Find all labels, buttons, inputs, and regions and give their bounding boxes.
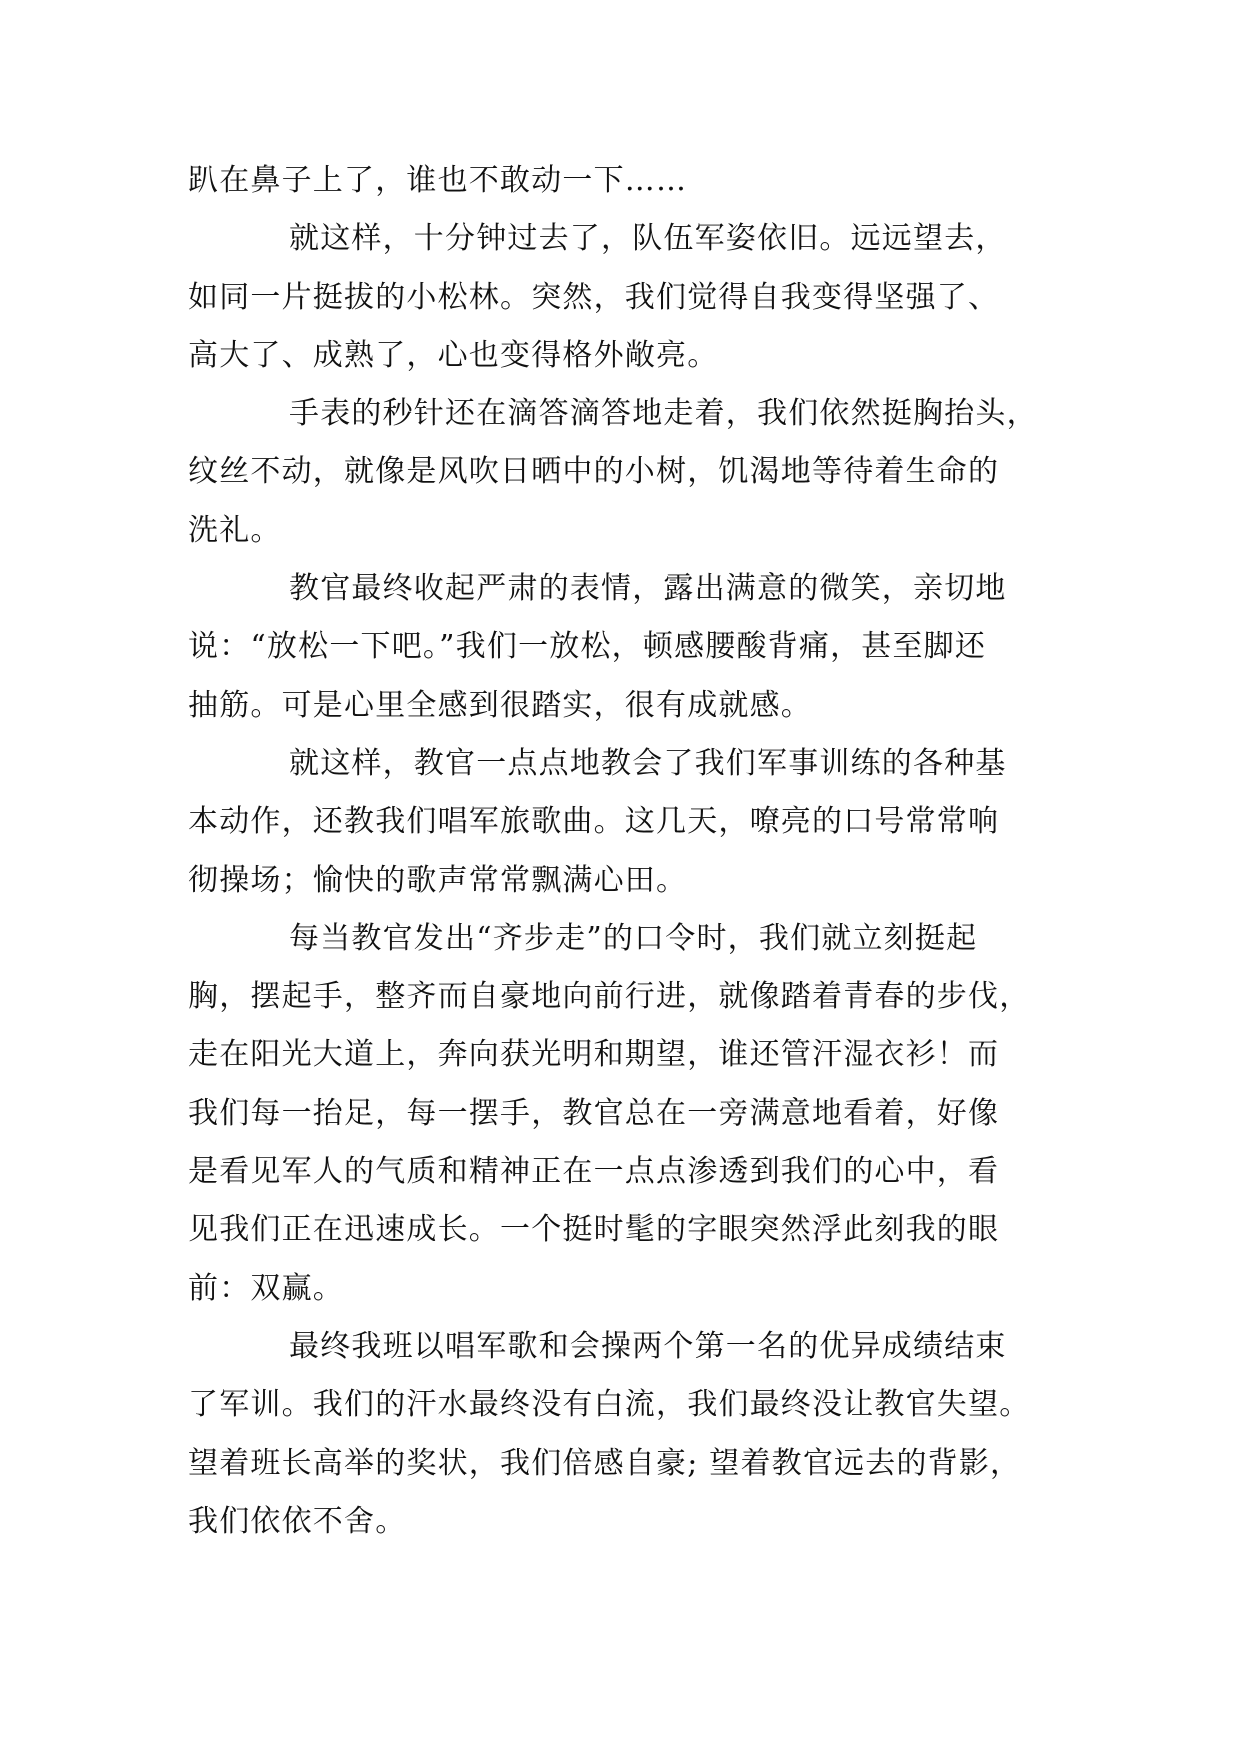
paragraph bbox=[188, 1318, 1058, 1551]
text-line: 是看见军人的气质和精神正在一点点渗透到我们的心中，看 bbox=[188, 1154, 1000, 1190]
text-line: 每当教官发出“齐步走”的口令时，我们就立刻挺起 bbox=[289, 920, 978, 956]
text-line: 手表的秒针还在滴答滴答地走着，我们依然挺胸抬头， bbox=[289, 396, 1038, 432]
text-line: 趴在鼻子上了，谁也不敢动一下…… bbox=[188, 163, 688, 198]
text-line: 最终我班以唱军歌和会操两个第一名的优异成绩结束 bbox=[289, 1328, 1007, 1364]
text-line: 见我们正在迅速成长。一个挺时髦的字眼突然浮此刻我的眼 bbox=[188, 1212, 1000, 1248]
paragraph bbox=[188, 735, 1058, 910]
text-line: 洗礼。 bbox=[188, 512, 282, 548]
text-line: 我们依依不舍。 bbox=[188, 1503, 407, 1539]
paragraph bbox=[188, 385, 1058, 560]
text-line: 纹丝不动，就像是风吹日晒中的小树，饥渴地等待着生命的 bbox=[188, 454, 1000, 490]
text-line: 走在阳光大道上，奔向获光明和期望，谁还管汗湿衣衫！而 bbox=[188, 1037, 1000, 1073]
paragraph bbox=[188, 210, 1058, 385]
text-line: 彻操场；愉快的歌声常常飘满心田。 bbox=[188, 862, 688, 898]
text-line: 抽筋。可是心里全感到很踏实，很有成就感。 bbox=[188, 687, 812, 723]
text-line: 教官最终收起严肃的表情，露出满意的微笑，亲切地 bbox=[289, 571, 1007, 607]
paragraph bbox=[188, 910, 1058, 1318]
text-line: 如同一片挺拔的小松林。突然，我们觉得自我变得坚强了、 bbox=[188, 279, 1000, 315]
paragraph bbox=[188, 560, 1058, 735]
text-line: 前：双赢。 bbox=[188, 1270, 344, 1306]
text-line: 了军训。我们的汗水最终没有白流，我们最终没让教官失望。 bbox=[188, 1387, 1031, 1423]
text-line: 就这样，十分钟过去了，队伍军姿依旧。远远望去， bbox=[289, 221, 1007, 257]
text-line: 我们每一抬足，每一摆手，教官总在一旁满意地看着，好像 bbox=[188, 1095, 1000, 1131]
text-line: 说：“放松一下吧。”我们一放松，顿感腰酸背痛，甚至脚还 bbox=[188, 629, 987, 665]
paragraph bbox=[188, 152, 1058, 210]
text-line: 望着班长高举的奖状，我们倍感自豪; 望着教官远去的背影， bbox=[188, 1445, 1022, 1481]
document-body bbox=[188, 152, 1058, 1551]
text-line: 胸，摆起手，整齐而自豪地向前行进，就像踏着青春的步伐， bbox=[188, 979, 1031, 1015]
text-line: 本动作，还教我们唱军旅歌曲。这几天，嘹亮的口号常常响 bbox=[188, 804, 1000, 840]
text-line: 就这样，教官一点点地教会了我们军事训练的各种基 bbox=[289, 745, 1007, 781]
text-line: 高大了、成熟了，心也变得格外敞亮。 bbox=[188, 337, 719, 373]
